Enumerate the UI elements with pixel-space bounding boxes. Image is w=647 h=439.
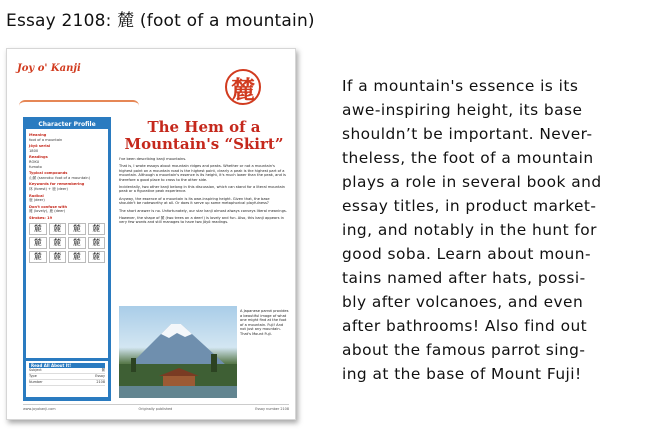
profile-row: 林 (forest) + 鹿 (deer) — [29, 186, 68, 191]
profile-row: 山麓 (sanroku: foot of a mountain) — [29, 175, 90, 180]
profile-row: Don't confuse with — [29, 204, 68, 209]
stroke-cell: 麓 — [88, 251, 106, 263]
read-row-value: Essay — [95, 374, 105, 378]
read-all-about-it-rows — [29, 368, 105, 386]
stroke-cell: 麓 — [49, 237, 67, 249]
stroke-cell: 麓 — [49, 251, 67, 263]
stroke-cell: 麓 — [49, 223, 67, 235]
brand-logo — [15, 72, 135, 90]
profile-row: fumoto — [29, 164, 42, 169]
read-row-key: Type — [29, 374, 37, 378]
stroke-cell: 麓 — [29, 223, 47, 235]
read-row-key: Subject — [29, 368, 42, 372]
description-line: good soba. Learn about moun- — [342, 245, 591, 263]
description-line: theless, the foot of a mountain — [342, 149, 594, 167]
description-line: tains named after hats, possi- — [342, 269, 586, 287]
read-all-about-it-box — [26, 361, 108, 397]
description-line: ing at the base of Mount Fuji! — [342, 365, 582, 383]
read-row — [29, 380, 105, 386]
article-paragraph: That is, I wrote essays about mountain ridges and peaks. Whether or not a mountain's highest point on a mountain road is the highest point, clearly a peak is the highest part of a mountain. Although a mountain's essence is its height, it's much lower than the peak, and is therefore a good place to cross to the other side. — [119, 164, 286, 182]
profile-row: 麗 (lovely), 鹿 (deer) — [29, 209, 66, 214]
read-row-value: 2108 — [96, 380, 105, 384]
profile-row: 鹿 (deer) — [29, 198, 45, 203]
stroke-cell: 麓 — [68, 223, 86, 235]
description-line: after bathrooms! Also find out — [342, 317, 588, 335]
stroke-order-grid — [29, 223, 105, 263]
description-line: bly after volcanoes, and even — [342, 293, 584, 311]
profile-row: Strokes: 19 — [29, 215, 53, 220]
page-title: Essay 2108: 麓 (foot of a mountain) — [6, 11, 315, 31]
stroke-cell: 麓 — [68, 251, 86, 263]
description-line: If a mountain's essence is its — [342, 77, 579, 95]
profile-row: Radical — [29, 193, 44, 198]
stroke-cell: 麓 — [68, 237, 86, 249]
article-paragraph: The short answer is no. Unfortunately, our star kanji almost always conveys literal meanings. — [119, 208, 287, 213]
footer-item: www.joyokanji.com — [23, 407, 56, 411]
read-row-key: Number — [29, 380, 43, 384]
description-line: about the famous parrot sing- — [342, 341, 586, 359]
brand-swoosh — [19, 100, 139, 106]
description-line: essay titles, in product market- — [342, 197, 597, 215]
stroke-cell: 麓 — [29, 251, 47, 263]
kanji-badge: 麓 — [225, 69, 261, 105]
essay-page-thumbnail[interactable] — [6, 48, 296, 420]
read-row-value: 麓 — [101, 368, 105, 372]
character-profile-box — [23, 117, 111, 401]
description-line: awe-inspiring height, its base — [342, 101, 583, 119]
profile-row: Typical compounds — [29, 171, 68, 176]
photo-caption: A Japanese parrot provides a beautiful image of what one might find at the foot of a mountain. Fuji! And not just any mountain. That's Mount Fuji. — [240, 309, 289, 336]
article-paragraph: Incidentally, two other kanji belong in this discussion, which can stand for a literal mountain peak or a figurative peak experience. — [119, 185, 285, 194]
article-paragraph: However, the shape of 麓 (two trees on a deer!) is lovely and fun. Also, this kanji appears in very few words and still manages to have two Jōyō readings. — [119, 216, 284, 225]
profile-row: Jōyō serial — [29, 144, 51, 149]
brand-name: Joy o' Kanji — [17, 63, 81, 74]
profile-row: Keywords for remembering — [29, 182, 85, 187]
mount-fuji-photo — [119, 306, 237, 398]
description-line: shouldn’t be important. Never- — [342, 125, 593, 143]
article-title: The Hem of a Mountain's “Skirt” — [124, 118, 284, 153]
profile-row: Meaning — [29, 133, 47, 137]
mountain-illustration — [119, 306, 237, 398]
profile-row: 1800 — [29, 148, 39, 153]
profile-row: Readings — [29, 155, 48, 160]
description-line: plays a role in several book and — [342, 173, 602, 191]
essay-description — [342, 74, 642, 386]
stroke-cell: 麓 — [88, 223, 106, 235]
article-paragraph: Anyway, the essence of a mountain is its awe-inspiring height. Given that, the base shouldn't be noteworthy at all. Or does it serve up some metaphorical playfulness? — [119, 196, 270, 206]
stroke-cell: 麓 — [29, 237, 47, 249]
profile-row: ROKU — [29, 159, 40, 164]
article-paragraph: I've been describing kanji mountains. — [119, 157, 187, 161]
description-line: ing, and notably in the hunt for — [342, 221, 597, 239]
profile-row: foot of a mountain — [29, 137, 63, 142]
article-body — [119, 157, 287, 303]
footer-item: Originally published — [138, 407, 173, 411]
footer-item: Essay number 2108 — [255, 407, 289, 411]
character-profile-title: Character Profile — [38, 121, 96, 128]
character-profile-content — [26, 129, 108, 358]
page-footer — [23, 404, 289, 411]
read-all-about-it-title: Read All About It! — [29, 363, 105, 368]
stroke-cell: 麓 — [88, 237, 106, 249]
